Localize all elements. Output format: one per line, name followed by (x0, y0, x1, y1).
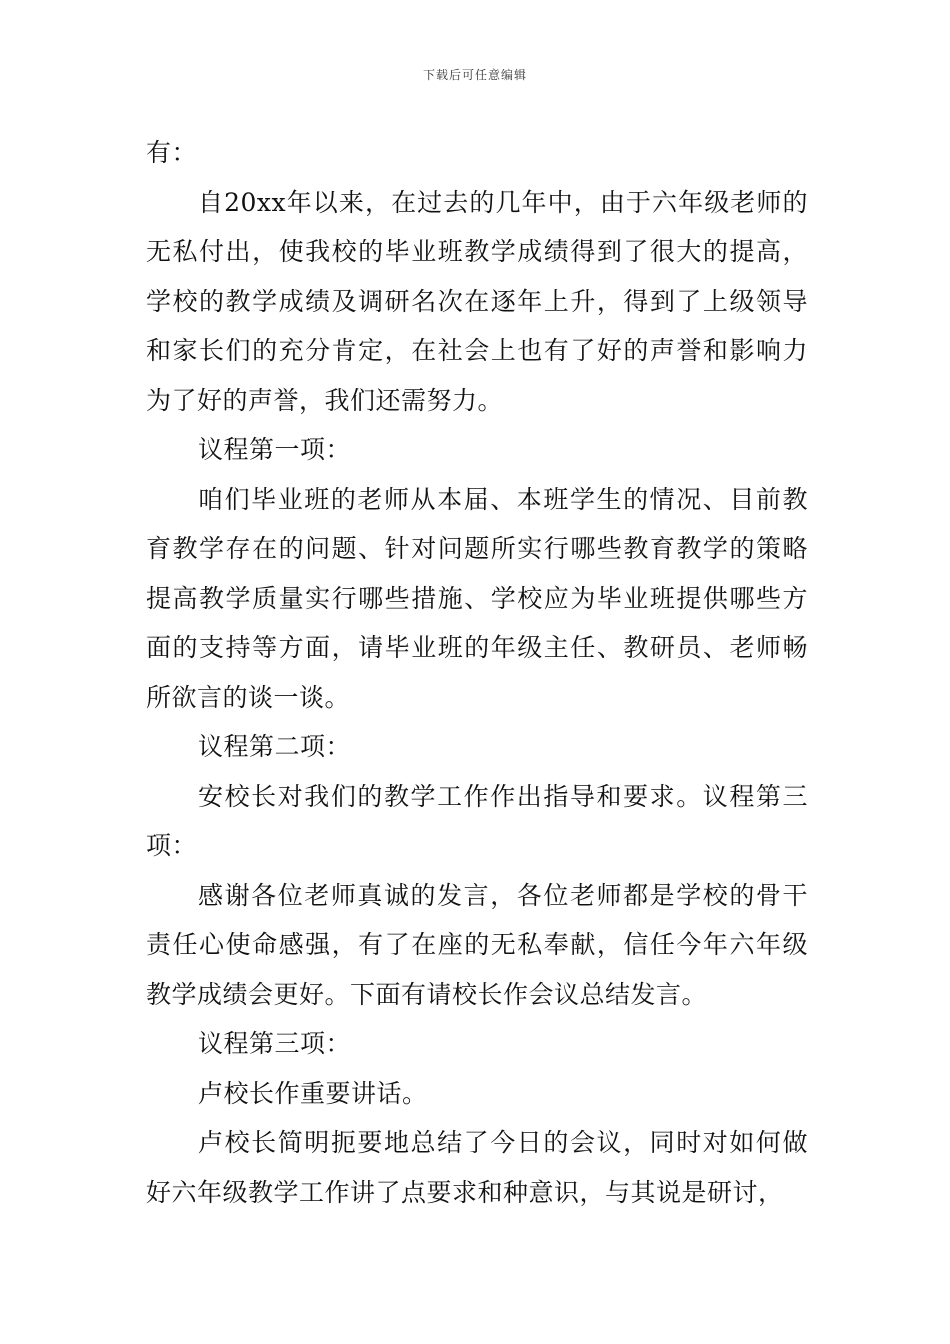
paragraph-intro: 自20xx年以来，在过去的几年中，由于六年级老师的无私付出，使我校的毕业班教学成绩得到了很大的提高，学校的教学成绩及调研名次在逐年上升，得到了上级领导和家长们的充分肯定，在社会上也有了好的声誉和影响力为了好的声誉，我们还需努力。 (146, 187, 808, 415)
header-note: 下载后可任意编辑 (422, 68, 527, 82)
document-body (146, 128, 808, 1217)
agenda-item-3-heading: 议程第三项： (198, 1029, 352, 1058)
agenda-item-3-text: 卢校长作重要讲话。 (198, 1078, 428, 1108)
agenda-item-1-heading: 议程第一项： (198, 435, 352, 464)
paragraph-continuation: 有： (146, 138, 198, 167)
agenda-item-2-heading: 议程第二项： (198, 732, 352, 761)
agenda-item-2-text: 安校长对我们的教学工作作出指导和要求。议程第三项： (146, 781, 808, 860)
agenda-item-1-text: 咱们毕业班的老师从本届、本班学生的情况、目前教育教学存在的问题、针对问题所实行哪些教育教学的策略提高教学质量实行哪些措施、学校应为毕业班提供哪些方面的支持等方面，请毕业班的年级主任、教研员、老师畅所欲言的谈一谈。 (146, 484, 808, 712)
summary-paragraph: 卢校长简明扼要地总结了今日的会议，同时对如何做好六年级教学工作讲了点要求和种意识，与其说是研讨， (146, 1128, 808, 1207)
thanks-paragraph: 感谢各位老师真诚的发言，各位老师都是学校的骨干责任心使命感强，有了在座的无私奉献，信任今年六年级教学成绩会更好。下面有请校长作会议总结发言。 (146, 880, 808, 1009)
